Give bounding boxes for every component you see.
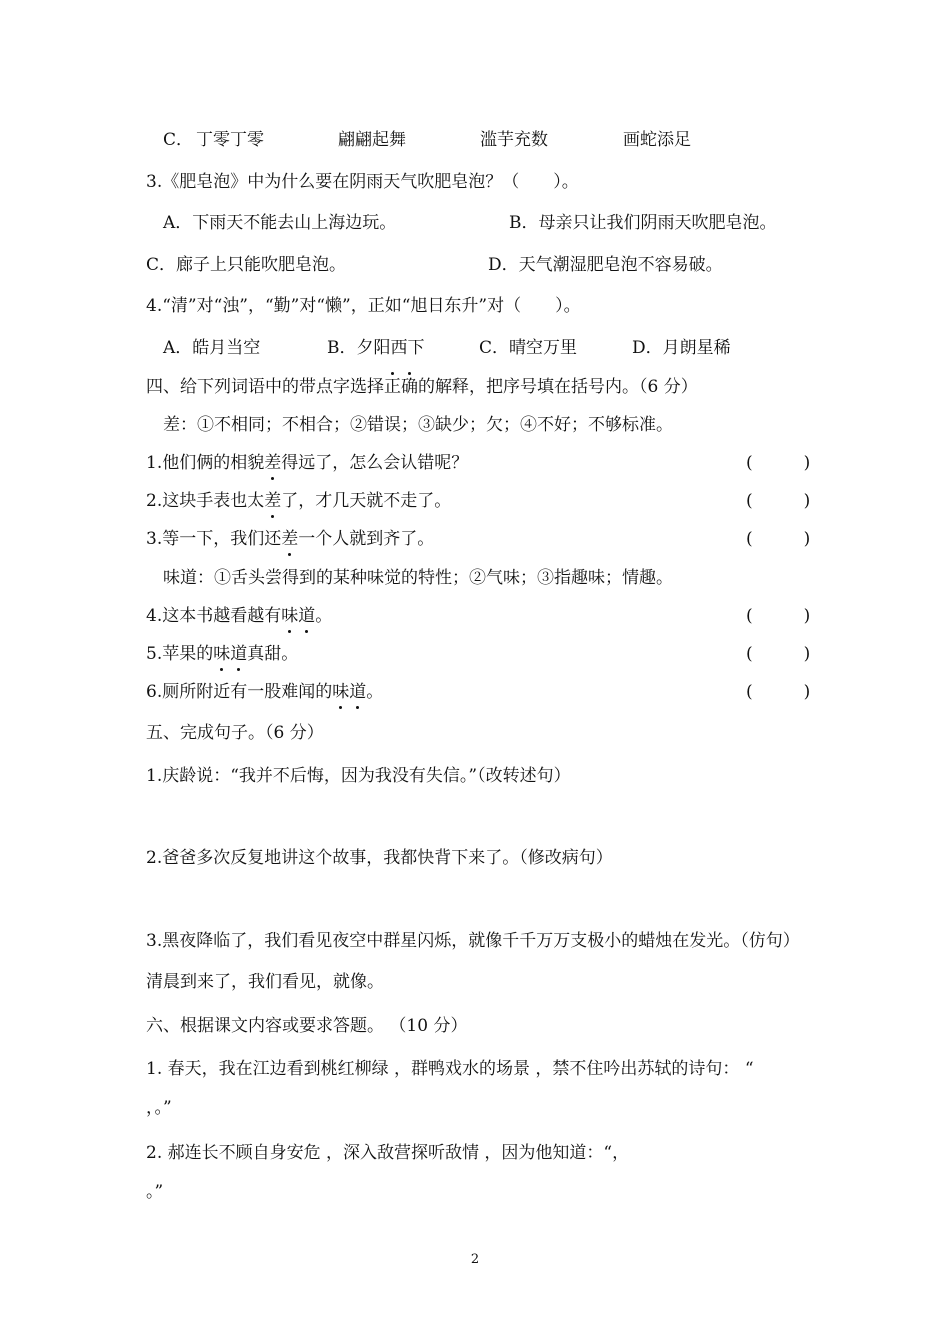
- item-text: 1.他们俩的相貌: [146, 453, 265, 473]
- section5-item-3-imitation[interactable]: 清晨到来了，我们看见，就像。: [146, 972, 384, 992]
- item-text: 6.厕所附近有一股难闻的: [146, 682, 333, 702]
- section4-item-6: [146, 680, 383, 704]
- q4-stem: 4.“清”对“浊”，“勤”对“懒”，正如“旭日东升”对（ ）。: [146, 296, 581, 316]
- item-text: 。: [315, 606, 333, 626]
- section6-item-2: 2. 郝连长不顾自身安危 ，深入敌营探听敌情 ，因为他知道：“，: [146, 1143, 630, 1163]
- dotted-char: 味: [332, 682, 350, 702]
- q3-option-a: A．下雨天不能去山上海边玩。: [163, 213, 397, 233]
- section4-title-text: 四、给下列词语中的带点字选择: [146, 377, 384, 397]
- q4-option-c: C．晴空万里: [479, 338, 578, 358]
- q2-option-c-word1: 丁零丁零: [196, 130, 264, 150]
- dotted-char: 道: [298, 606, 316, 626]
- q4-option-a: A．皓月当空: [163, 338, 261, 358]
- section4-title: [146, 375, 698, 399]
- answer-blank-1[interactable]: ( ): [746, 453, 811, 473]
- section4-title-dotted-char: 正: [384, 377, 401, 397]
- section6-item-2-answer[interactable]: 。”: [146, 1182, 164, 1202]
- q2-option-c-word3: 滥芋充数: [480, 130, 548, 150]
- section4-item-3: [146, 527, 434, 551]
- dotted-char: 差: [281, 529, 299, 549]
- answer-blank-6[interactable]: ( ): [746, 682, 811, 702]
- section4-item-1: [146, 451, 468, 475]
- q2-option-c-word2: 翩翩起舞: [338, 130, 406, 150]
- q4-option-d: D．月朗星稀: [632, 338, 731, 358]
- q3-stem: 3.《肥皂泡》中为什么要在阴雨天气吹肥皂泡？（ ）。: [146, 172, 579, 192]
- item-text: 了，才几天就不走了。: [281, 491, 452, 511]
- dotted-char: 道: [230, 644, 248, 664]
- q2-option-c-word4: 画蛇添足: [623, 130, 691, 150]
- q2-option-c-label: C．: [163, 130, 194, 150]
- weidao-definition: 味道：①舌头尝得到的某种味觉的特性；②气味；③指趣味；情趣。: [163, 568, 673, 588]
- item-text: 。: [366, 682, 384, 702]
- dotted-char: 味: [213, 644, 231, 664]
- q3-option-b: B．母亲只让我们阴雨天吹肥皂泡。: [509, 213, 777, 233]
- answer-blank-3[interactable]: ( ): [746, 529, 811, 549]
- dotted-char: 差: [264, 491, 282, 511]
- section4-title-dotted-char: 确: [401, 377, 418, 397]
- cha-definition: 差：①不相同；不相合；②错误；③缺少；欠；④不好；不够标准。: [163, 415, 673, 435]
- answer-blank-5[interactable]: ( ): [746, 644, 811, 664]
- item-text: 真甜。: [247, 644, 299, 664]
- item-text: 5.苹果的: [146, 644, 214, 664]
- dotted-char: 道: [349, 682, 367, 702]
- dotted-char: 味: [281, 606, 299, 626]
- answer-blank-2[interactable]: ( ): [746, 491, 811, 511]
- item-text: 2.这块手表也太: [146, 491, 265, 511]
- section5-item-3: 3.黑夜降临了，我们看见夜空中群星闪烁，就像千千万万支极小的蜡烛在发光。（仿句）: [146, 931, 800, 951]
- item-text: 4.这本书越看越有: [146, 606, 282, 626]
- section4-item-4: [146, 604, 332, 628]
- section5-item-1: 1.庆龄说：“我并不后悔，因为我没有失信。”（改转述句）: [146, 766, 571, 786]
- dotted-char: 差: [264, 453, 282, 473]
- section6-title: 六、根据课文内容或要求答题。 （10 分）: [146, 1016, 468, 1036]
- section4-item-5: [146, 642, 298, 666]
- section5-item-2: 2.爸爸多次反复地讲这个故事，我都快背下来了。（修改病句）: [146, 848, 613, 868]
- page-number: 2: [470, 1252, 480, 1267]
- section6-item-1-answer[interactable]: ，。”: [146, 1098, 172, 1118]
- section4-item-2: [146, 489, 451, 513]
- item-text: 一个人就到齐了。: [298, 529, 435, 549]
- section6-item-1: 1. 春天，我在江边看到桃红柳绿 ，群鸭戏水的场景 ，禁不住吟出苏轼的诗句： “: [146, 1059, 754, 1079]
- answer-blank-4[interactable]: ( ): [746, 606, 811, 626]
- q4-option-b: B．夕阳西下: [327, 338, 425, 358]
- section5-title: 五、完成句子。（6 分）: [146, 723, 324, 743]
- section4-title-text: 的解释，把序号填在括号内。（6 分）: [418, 377, 698, 397]
- item-text: 得远了，怎么会认错呢？: [281, 453, 469, 473]
- q3-option-d: D．天气潮湿肥皂泡不容易破。: [488, 255, 723, 275]
- q3-option-c: C．廊子上只能吹肥皂泡。: [146, 255, 347, 275]
- item-text: 3.等一下，我们还: [146, 529, 282, 549]
